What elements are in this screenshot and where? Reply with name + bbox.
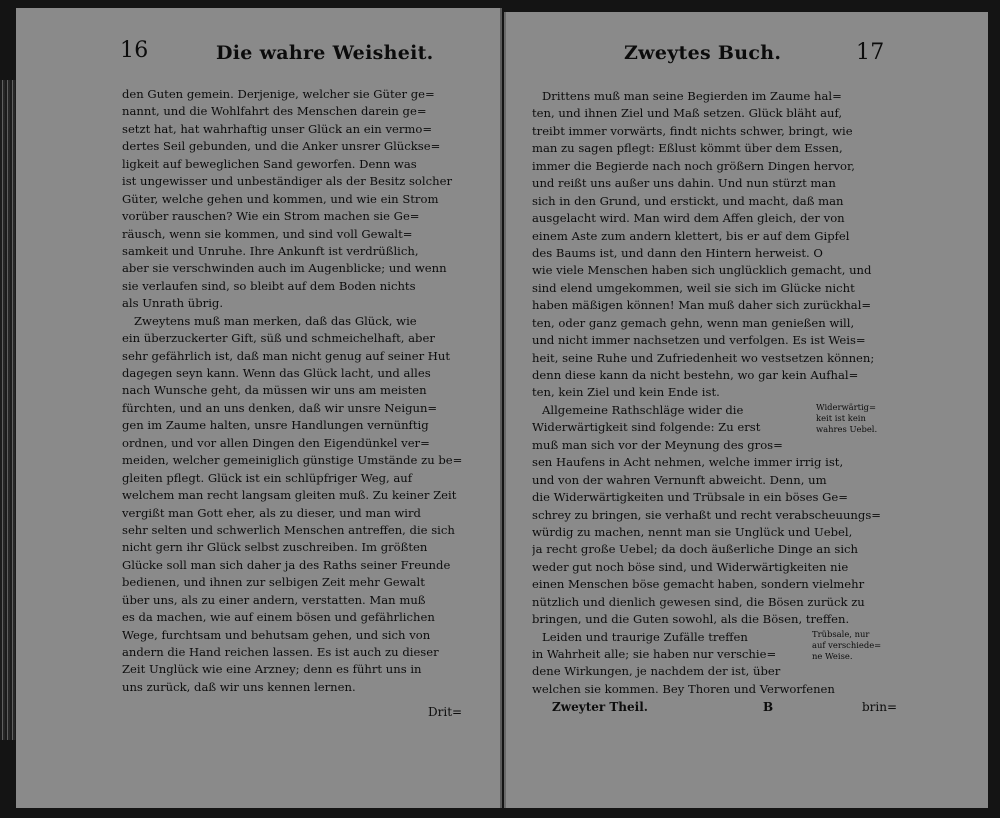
text-line: ausgelacht wird. Man wird dem Affen gleich, der von	[532, 211, 845, 226]
sheet-mark: B	[763, 700, 774, 714]
text-line: nannt, und die Wohlfahrt des Menschen darein ge=	[122, 104, 427, 119]
margin-note-line: wahres Uebel.	[816, 424, 878, 434]
text-line: die Widerwärtigkeiten und Trübsale in ein böses Ge=	[532, 490, 848, 505]
text-line: wie viele Menschen haben sich unglücklich gemacht, und	[532, 263, 872, 278]
text-line: dertes Seil gebunden, und die Anker unsrer Glückse=	[122, 139, 441, 154]
text-line: dene Wirkungen, je nachdem der ist, über	[532, 664, 781, 679]
margin-note-adversity	[816, 402, 877, 435]
text-line: sehr selten und schwerlich Menschen antreffen, die sich	[122, 522, 455, 537]
text-line: nicht gern ihr Glück selbst zuschreiben. Im größten	[122, 540, 428, 555]
text-line: ordnen, und vor allen Dingen den Eigendünkel ver=	[122, 435, 430, 450]
text-line: ja recht große Uebel; da doch äußerliche Dinge an sich	[532, 542, 858, 557]
text-line: den Guten gemein. Derjenige, welcher sie Güter ge=	[122, 87, 435, 101]
text-line: Zweytens muß man merken, daß das Glück, wie	[134, 313, 417, 328]
text-line: treibt immer vorwärts, findt nichts schwer, bringt, wie	[532, 123, 853, 138]
margin-note-line: ne Weise.	[812, 651, 853, 661]
text-line: nützlich und dienlich gewesen sind, die Bösen zurück zu	[532, 594, 865, 609]
text-line: sehr gefährlich ist, daß man nicht genug auf seiner Hut	[122, 348, 451, 363]
left-page-number: 16	[120, 38, 149, 63]
text-line: uns zurück, daß wir uns kennen lernen.	[122, 679, 356, 694]
text-line: Leiden und traurige Zufälle treffen	[542, 629, 748, 644]
text-line: einem Aste zum andern klettert, bis er auf dem Gipfel	[532, 228, 850, 243]
text-line: bringen, und die Guten sowohl, als die Bösen, treffen.	[532, 612, 850, 627]
margin-note-line: Widerwärtig=	[816, 402, 877, 412]
text-line: setzt hat, hat wahrhaftig unser Glück an ein vermo=	[122, 121, 433, 136]
text-line: heit, seine Ruhe und Zufriedenheit wo vestsetzen können;	[532, 350, 875, 365]
text-line: bedienen, und ihnen zur selbigen Zeit mehr Gewalt	[122, 575, 425, 590]
text-line: weder gut noch böse sind, und Widerwärtigkeiten nie	[532, 559, 849, 574]
text-line: sind elend umgekommen, weil sie sich im Glücke nicht	[532, 280, 855, 295]
text-line: als Unrath übrig.	[122, 296, 224, 311]
text-line: ten, kein Ziel und kein Ende ist.	[532, 385, 720, 400]
text-line: in Wahrheit alle; sie haben nur verschie=	[532, 647, 777, 661]
right-running-title: Zweytes Buch.	[624, 42, 782, 64]
left-running-title: Die wahre Weisheit.	[216, 42, 434, 64]
text-line: welchem man recht langsam gleiten muß. Zu keiner Zeit	[122, 488, 457, 503]
left-body-text	[122, 86, 487, 696]
page-edges	[0, 80, 16, 740]
margin-note-line: auf verschiede=	[812, 640, 882, 650]
signature-line: Zweyter Theil.	[552, 700, 648, 714]
text-line: und von der wahren Vernunft abweicht. Denn, um	[532, 472, 827, 487]
margin-note-line: Trübsale, nur	[812, 629, 870, 639]
text-line: Zeit Unglück wie eine Arzney; denn es führt uns in	[122, 662, 422, 677]
text-line: ten, oder ganz gemach gehn, wenn man genießen will,	[532, 315, 855, 330]
text-line: dagegen seyn kann. Wenn das Glück lacht, und alles	[122, 366, 431, 380]
left-catchword: Drit=	[428, 705, 463, 719]
margin-note-line: keit ist kein	[816, 413, 866, 423]
text-line: ist ungewisser und unbeständiger als der Besitz solcher	[122, 174, 452, 189]
text-line: nach Wunsche geht, da müssen wir uns am meisten	[122, 383, 427, 398]
right-page	[504, 12, 988, 808]
text-line: sen Haufens in Acht nehmen, welche immer irrig ist,	[532, 455, 844, 470]
right-body-text	[532, 88, 897, 698]
text-line: würdig zu machen, nennt man sie Unglück und Uebel,	[532, 524, 853, 539]
text-line: Drittens muß man seine Begierden im Zaume hal=	[542, 89, 842, 103]
text-line: schrey zu bringen, sie verhaßt und recht verabscheuungs=	[532, 507, 881, 522]
text-line: sich in den Grund, und erstickt, und macht, daß man	[532, 193, 844, 208]
text-line: einen Menschen böse gemacht haben, sondern vielmehr	[532, 577, 865, 592]
text-line: über uns, als zu einer andern, verstatten. Man muß	[122, 592, 426, 607]
text-line: fürchten, und an uns denken, daß wir unsre Neigun=	[122, 400, 438, 415]
text-line: und reißt uns außer uns dahin. Und nun stürzt man	[532, 176, 836, 191]
text-line: Wege, furchtsam und behutsam gehen, und sich von	[122, 627, 431, 642]
text-line: und nicht immer nachsetzen und verfolgen. Es ist Weis=	[532, 333, 866, 348]
text-line: sie verlaufen sind, so bleibt auf dem Boden nichts	[122, 278, 416, 293]
text-line: man zu sagen pflegt: Eßlust kömmt über dem Essen,	[532, 141, 843, 156]
text-line: es da machen, wie auf einem bösen und gefährlichen	[122, 610, 435, 625]
text-line: gleiten pflegt. Glück ist ein schlüpfriger Weg, auf	[122, 470, 413, 485]
text-line: samkeit und Unruhe. Ihre Ankunft ist verdrüßlich,	[122, 243, 419, 258]
margin-note-suffering	[812, 629, 881, 662]
text-line: räusch, wenn sie kommen, und sind voll Gewalt=	[122, 226, 413, 241]
text-line: haben mäßigen können! Man muß daher sich zurückhal=	[532, 298, 872, 313]
text-line: Widerwärtigkeit sind folgende: Zu erst	[532, 420, 761, 435]
text-line: welchen sie kommen. Bey Thoren und Verworfenen	[532, 681, 835, 696]
left-page	[16, 8, 502, 808]
text-line: ligkeit auf beweglichen Sand geworfen. Denn was	[122, 156, 417, 171]
text-line: denn diese kann da nicht bestehn, wo gar kein Aufhal=	[532, 368, 859, 382]
text-line: muß man sich vor der Meynung des gros=	[532, 437, 783, 452]
text-line: meiden, welcher gemeiniglich günstige Umstände zu be=	[122, 453, 463, 468]
text-line: ten, und ihnen Ziel und Maß setzen. Glück bläht auf,	[532, 106, 843, 121]
text-line: ein überzuckerter Gift, süß und schmeichelhaft, aber	[122, 331, 435, 346]
text-line: vorüber rauschen? Wie ein Strom machen sie Ge=	[122, 209, 420, 224]
text-line: Güter, welche gehen und kommen, und wie ein Strom	[122, 191, 439, 206]
right-page-number: 17	[856, 40, 885, 65]
text-line: aber sie verschwinden auch im Augenblicke; und wenn	[122, 261, 447, 276]
text-line: des Baums ist, und dann den Hintern herweist. O	[532, 245, 823, 260]
text-line: immer die Begierde nach noch größern Dingen hervor,	[532, 158, 855, 173]
text-line: andern die Hand reichen lassen. Es ist auch zu dieser	[122, 645, 439, 659]
text-line: gen im Zaume halten, unsre Handlungen vernünftig	[122, 418, 429, 433]
text-line: Allgemeine Rathschläge wider die	[542, 402, 744, 417]
text-line: vergißt man Gott eher, als zu dieser, und man wird	[122, 505, 421, 520]
text-line: Glücke soll man sich daher ja des Raths seiner Freunde	[122, 557, 451, 572]
right-catchword: brin=	[862, 700, 898, 714]
